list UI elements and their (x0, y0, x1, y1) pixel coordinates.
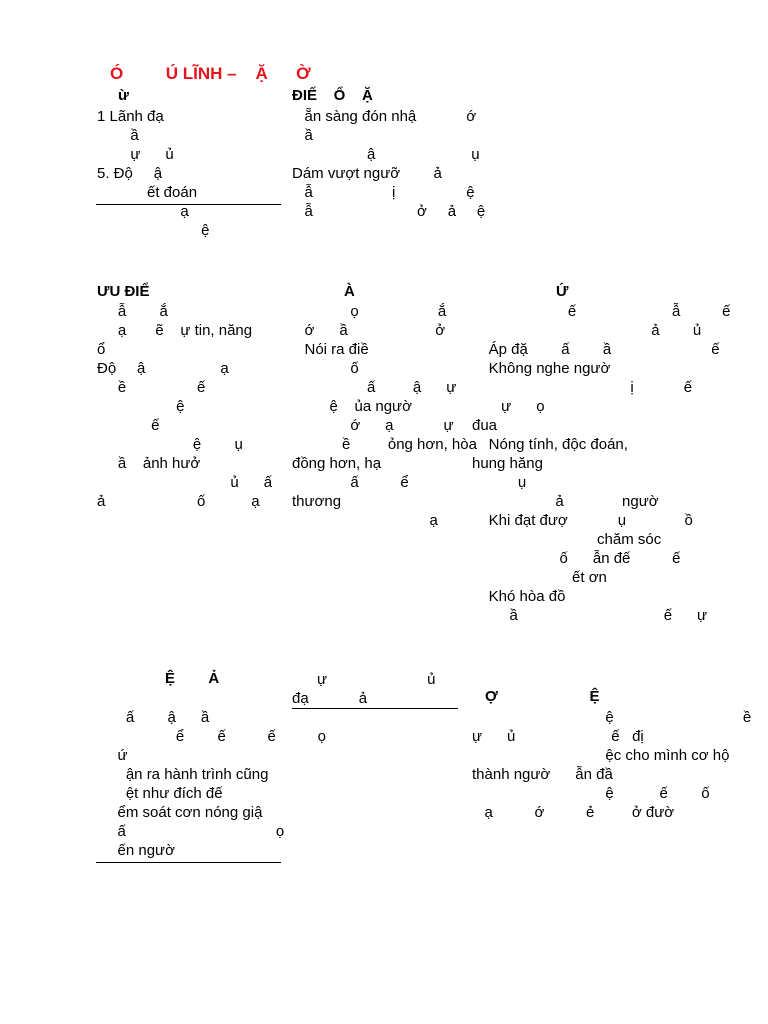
text-line: ệc cho mình cơ hộ (472, 747, 730, 764)
text-line: ụ (472, 474, 527, 491)
section2-col1-block (97, 302, 287, 511)
text-line: ệ ề (472, 709, 752, 726)
text-line: ầ (292, 127, 313, 144)
section1-divider (96, 204, 281, 205)
text-line: ệ ế ố (472, 785, 710, 802)
text-line: ạ ẽ ự tin, năng (97, 322, 253, 339)
text-line: ọ ắ (292, 303, 447, 320)
text-line: ị ế (472, 379, 693, 396)
text-line: đua (472, 417, 498, 434)
text-line: ố (292, 360, 359, 377)
text-line: ầ ảnh hưở (97, 455, 201, 472)
text-line: ạ (292, 512, 438, 529)
text-line: đạ ả (292, 690, 368, 707)
text-line: ủ ấ (97, 474, 273, 491)
section1-right-heading: ĐIỂ Ổ Ặ (292, 87, 373, 104)
text-line: ự ủ (97, 146, 174, 163)
text-line: ấ ọ (105, 823, 285, 840)
section1-left-block (97, 107, 287, 240)
text-line: ẫ ở ả ệ (292, 203, 486, 220)
text-line: ố ẫn đế ế (472, 550, 681, 567)
text-line: ệt như đích đế (105, 785, 223, 802)
section3-col2-block (292, 670, 462, 708)
text-line: đồng hơn, hạ (292, 455, 382, 472)
text-line: thành ngườ ẫn đầ (472, 766, 613, 783)
text-line: Khó hòa đồ (472, 588, 566, 605)
text-line: ết đoán (97, 184, 198, 201)
text-line: Nói ra điề (292, 341, 369, 358)
text-line: Nóng tính, độc đoán, (472, 436, 628, 453)
text-line: Áp đặ ấ ầ ế (472, 341, 720, 358)
text-line: Không nghe ngườ (472, 360, 611, 377)
text-line: ệ (97, 222, 210, 239)
document-title: Ó Ú LĨNH – Ặ Ờ (110, 64, 311, 83)
text-line: ự ủ ế đị (472, 728, 644, 745)
section2-col3-block (472, 302, 731, 625)
text-line: ểm soát cơn nóng giậ (105, 804, 263, 821)
text-line: ớ ạ ự (292, 417, 454, 434)
section2-col3-heading: Ứ (556, 283, 569, 300)
text-line: hung hăng (472, 455, 543, 472)
text-line: thương (292, 493, 342, 510)
section3-col2-divider (292, 708, 458, 709)
text-line: ết ơn (472, 569, 607, 586)
text-line: ệ ụ (97, 436, 243, 453)
text-line: ứ (105, 747, 128, 764)
text-line: ạ (97, 203, 189, 220)
section3-col1-divider (96, 862, 281, 863)
text-line: ề ỏng hơn, hòa (292, 436, 477, 453)
text-line: ả ủ (472, 322, 702, 339)
text-line: ế (97, 417, 160, 434)
section3-col1-block (105, 708, 326, 860)
text-line: ả ố ạ (97, 493, 260, 510)
section2-col1-heading: ƯU ĐIỂ (97, 283, 150, 300)
section1-right-block (292, 107, 492, 221)
text-line: ẫ ị ệ (292, 184, 475, 201)
text-line: ận ra hành trình cũng (105, 766, 269, 783)
text-line: ạ ớ ẻ ở đườ (472, 804, 675, 821)
section3-col1-heading: Ệ Ả (165, 670, 220, 687)
text-line: ẵn sàng đón nhậ ớ (292, 108, 477, 125)
text-line: ấ ậ ầ (105, 709, 210, 726)
section2-col2-block (292, 302, 477, 530)
text-line: 1 Lãnh đạ (97, 108, 164, 125)
section2-col2-heading: À (344, 283, 355, 300)
text-line: ến ngườ (105, 842, 175, 859)
text-line: ế ẫ ế (472, 303, 731, 320)
text-line: ể ế ế ọ (105, 728, 326, 745)
text-line: Dám vượt ngưỡ ả (292, 165, 442, 182)
text-line: ổ (97, 341, 106, 358)
text-line: ẫ ắ (97, 303, 168, 320)
text-line: ầ ế ự (472, 607, 708, 624)
text-line: ớ ầ ở (292, 322, 446, 339)
section3-col3-block (472, 708, 752, 822)
text-line: ệ (97, 398, 185, 415)
text-line: Khi đạt đượ ụ ồ (472, 512, 693, 529)
text-line: ả ngườ (472, 493, 659, 510)
text-line: ự ọ (472, 398, 545, 415)
section3-col3-heading: Ợ Ệ (485, 688, 600, 705)
text-line: 5. Độ ậ (97, 165, 163, 182)
text-line: ệ ủa ngườ (292, 398, 412, 415)
text-line: ấ ậ ự (292, 379, 457, 396)
text-line: Độ ậ ạ (97, 360, 229, 377)
text-line: ề ế (97, 379, 206, 396)
text-line: ự ủ (292, 671, 436, 688)
section1-left-heading: ừ (118, 87, 129, 104)
text-line: ầ (97, 127, 139, 144)
text-line: ậ ụ (292, 146, 480, 163)
text-line: ấ ể (292, 474, 409, 491)
text-line: chăm sóc (472, 531, 662, 548)
